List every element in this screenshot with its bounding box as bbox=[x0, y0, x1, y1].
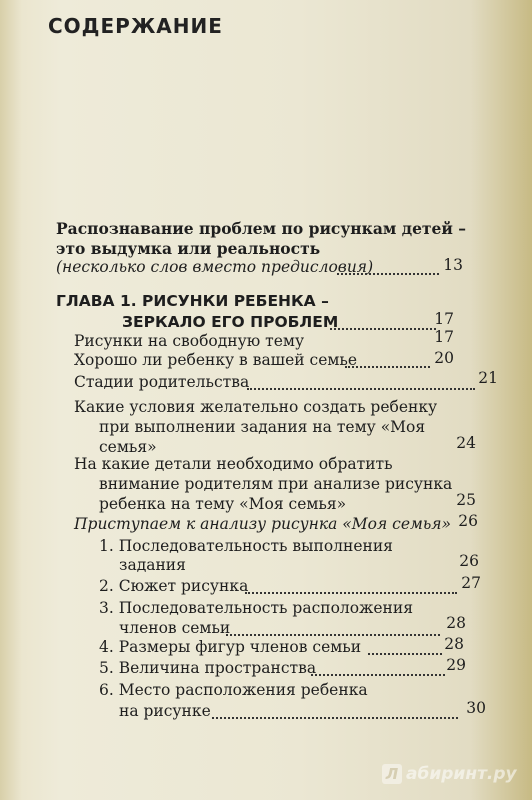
toc-subentry-cont: на рисунке bbox=[119, 702, 211, 720]
leader-dots bbox=[247, 386, 475, 390]
leader-dots bbox=[226, 632, 440, 636]
toc-subentry: 2. Сюжет рисунка bbox=[99, 577, 249, 595]
toc-subentry: 1. Последовательность выполнения bbox=[99, 537, 393, 555]
toc-subentry: 6. Место расположения ребенка bbox=[99, 681, 368, 699]
toc-page-number: 17 bbox=[434, 328, 454, 346]
chapter-page-number: 17 bbox=[434, 310, 454, 328]
toc-page-number: 26 bbox=[459, 552, 479, 570]
toc-entry: Какие условия желательно создать ребенку bbox=[74, 398, 438, 416]
toc-subentry-cont: задания bbox=[119, 556, 186, 574]
toc-entry-cont: ребенка на тему «Моя семья» bbox=[99, 495, 347, 513]
labirint-logo-icon: Л bbox=[382, 764, 402, 784]
intro-title-line2: это выдумка или реальность bbox=[56, 239, 321, 258]
toc-entry-cont: внимание родителям при анализе рисунка bbox=[99, 475, 453, 493]
toc-entry: Приступаем к анализу рисунка «Моя семья» bbox=[74, 515, 452, 533]
toc-entry-cont: при выполнении задания на тему «Моя bbox=[99, 418, 426, 436]
leader-dots bbox=[212, 715, 458, 719]
leader-dots bbox=[245, 590, 457, 594]
toc-page-number: 20 bbox=[434, 349, 454, 367]
labirint-watermark bbox=[382, 764, 517, 784]
toc-page-number: 28 bbox=[444, 635, 464, 653]
watermark-text: абиринт.ру bbox=[406, 764, 517, 784]
toc-subentry: 5. Величина пространства bbox=[99, 659, 317, 677]
intro-subtitle: (несколько слов вместо предисловия) bbox=[56, 258, 374, 276]
toc-page-number: 30 bbox=[466, 699, 486, 717]
toc-page-number: 28 bbox=[446, 614, 466, 632]
leader-dots bbox=[311, 672, 445, 676]
toc-page-number: 29 bbox=[446, 656, 466, 674]
toc-entry: Хорошо ли ребенку в вашей семье bbox=[74, 351, 358, 369]
toc-subentry-cont: членов семьи bbox=[119, 619, 231, 637]
chapter-title-line1: ГЛАВА 1. РИСУНКИ РЕБЕНКА – bbox=[56, 292, 329, 310]
toc-subentry: 3. Последовательность расположения bbox=[99, 599, 413, 617]
intro-title-line1: Распознавание проблем по рисункам детей – bbox=[56, 219, 467, 238]
toc-entry: Рисунки на свободную тему bbox=[74, 332, 305, 350]
toc-page-number: 21 bbox=[478, 369, 498, 387]
toc-page-number: 26 bbox=[458, 512, 478, 530]
toc-page-number: 25 bbox=[456, 491, 476, 509]
toc-page-number: 27 bbox=[461, 574, 481, 592]
intro-page-number: 13 bbox=[443, 256, 463, 274]
toc-entry: На какие детали необходимо обратить bbox=[74, 455, 393, 473]
toc-subentry: 4. Размеры фигур членов семьи bbox=[99, 638, 362, 656]
toc-entry-cont: семья» bbox=[99, 438, 157, 456]
toc-page-number: 24 bbox=[456, 434, 476, 452]
toc-entry: Стадии родительства bbox=[74, 373, 250, 391]
page-title: СОДЕРЖАНИЕ bbox=[48, 14, 223, 38]
chapter-title-line2: ЗЕРКАЛО ЕГО ПРОБЛЕМ bbox=[122, 313, 339, 331]
